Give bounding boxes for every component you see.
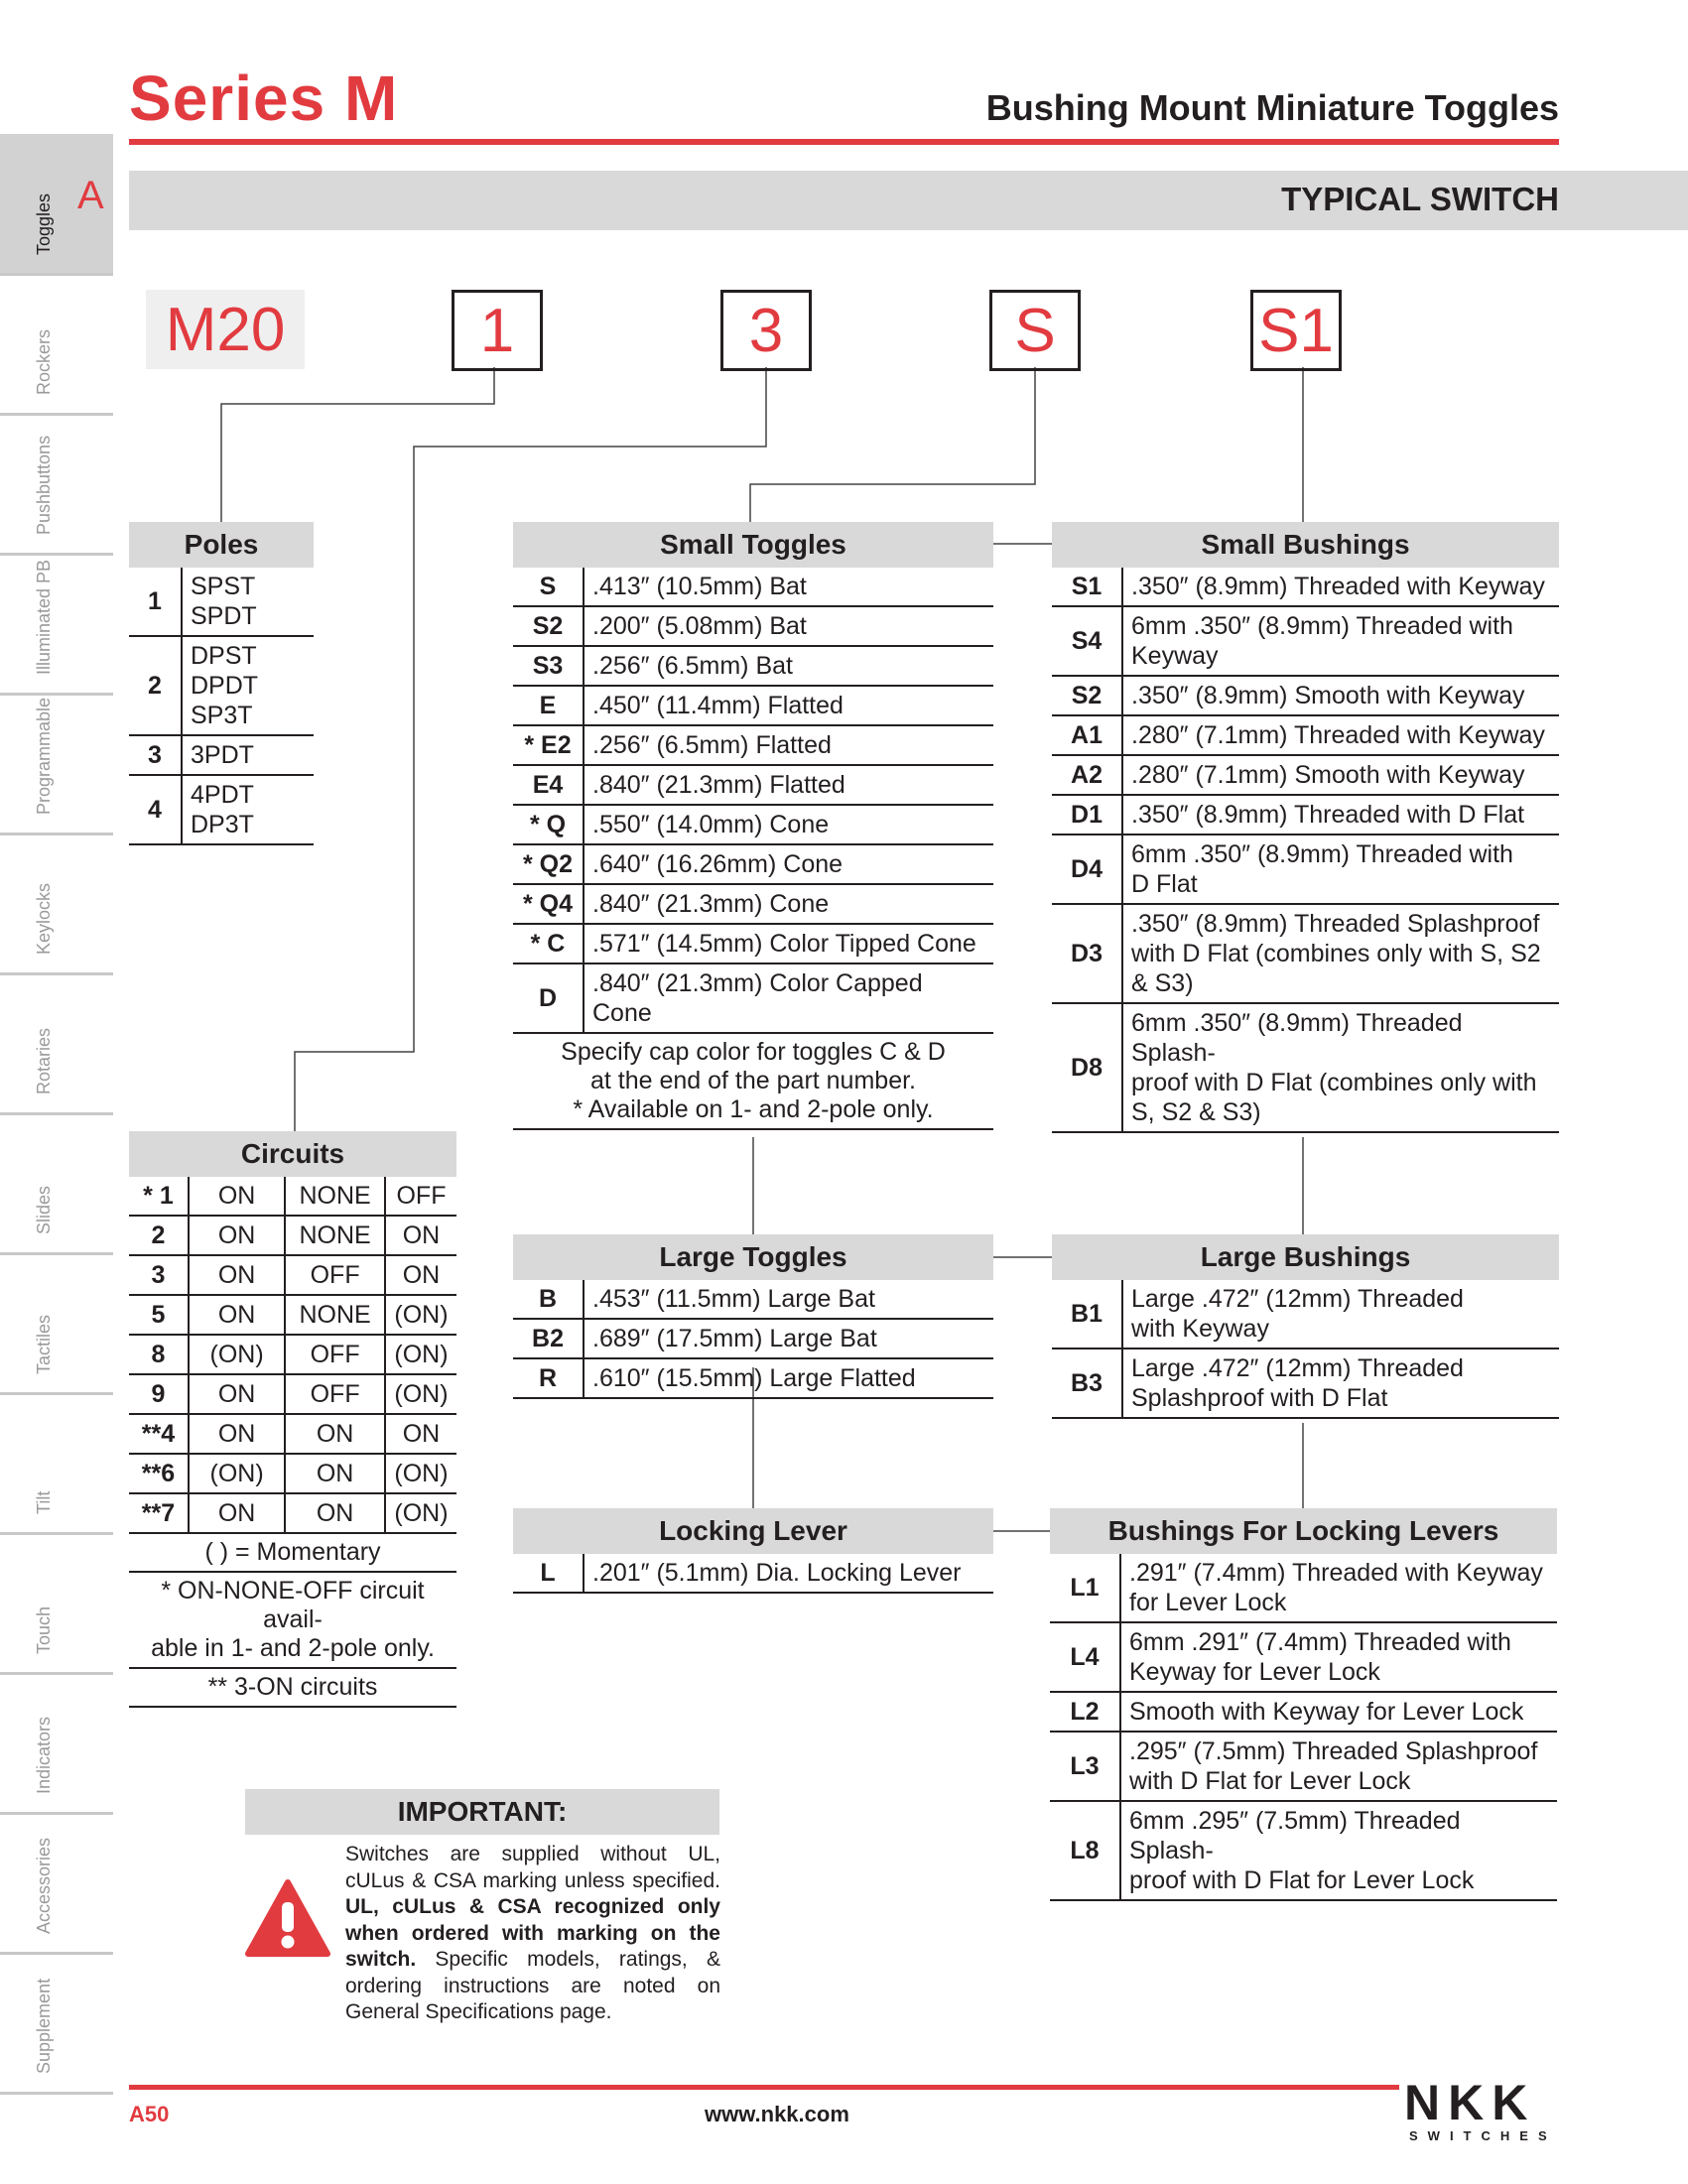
position-a: ON [189, 1177, 285, 1216]
side-tab-label: Tactiles [34, 1314, 54, 1374]
table-row [1050, 1554, 1557, 1622]
row-description: .256″ (6.5mm) Flatted [584, 725, 993, 765]
small-toggles-table [513, 522, 993, 1130]
table-row [513, 606, 993, 646]
row-description: SPST SPDT [182, 568, 314, 636]
side-tab-label: Slides [34, 1185, 54, 1234]
side-tab-label: Supplement [34, 1978, 54, 2074]
row-code: B [513, 1280, 584, 1319]
table-row [513, 1319, 993, 1358]
row-description: .350″ (8.9mm) Threaded with Keyway [1122, 568, 1559, 606]
position-c: (ON) [385, 1295, 456, 1335]
row-code: D3 [1052, 904, 1122, 1003]
row-description: 6mm .350″ (8.9mm) Threaded with Keyway [1122, 606, 1559, 676]
circuit-code: 2 [129, 1216, 189, 1255]
side-tab-letter: A [77, 174, 104, 217]
position-c: (ON) [385, 1335, 456, 1374]
row-code: * Q [513, 805, 584, 844]
row-code: 4 [129, 775, 182, 844]
row-code: S3 [513, 646, 584, 686]
table-row [513, 924, 993, 964]
table-note: Specify cap color for toggles C & D at the end of the part number. * Available on 1- and 2-pole only. [513, 1033, 993, 1129]
table-note-row [129, 1533, 456, 1572]
side-tab-label: Indicators [34, 1716, 54, 1794]
position-a: ON [189, 1414, 285, 1454]
row-code: B1 [1052, 1280, 1122, 1349]
row-code: D [513, 964, 584, 1033]
table-row [129, 1454, 456, 1493]
position-b: NONE [285, 1216, 385, 1255]
position-c: ON [385, 1255, 456, 1295]
row-description: .256″ (6.5mm) Bat [584, 646, 993, 686]
table-row [129, 1374, 456, 1414]
small-toggles-title: Small Toggles [513, 522, 993, 568]
row-description: .350″ (8.9mm) Smooth with Keyway [1122, 676, 1559, 715]
row-description: .840″ (21.3mm) Cone [584, 884, 993, 924]
table-row [1052, 715, 1559, 755]
table-row [1050, 1801, 1557, 1900]
large-toggles-table [513, 1234, 993, 1399]
table-row [513, 844, 993, 884]
table-row [1052, 676, 1559, 715]
row-code: L8 [1050, 1801, 1120, 1900]
row-description: .413″ (10.5mm) Bat [584, 568, 993, 606]
row-code: S4 [1052, 606, 1122, 676]
position-a: (ON) [189, 1454, 285, 1493]
position-c: OFF [385, 1177, 456, 1216]
row-code: L [513, 1554, 584, 1593]
nkk-logo-subtitle: SWITCHES [1409, 2128, 1557, 2143]
large-toggles-title: Large Toggles [513, 1234, 993, 1280]
row-code: S2 [1052, 676, 1122, 715]
table-note-row [513, 1033, 993, 1129]
row-description: DPST DPDT SP3T [182, 636, 314, 735]
position-b: OFF [285, 1255, 385, 1295]
side-tab-label: Programmable [34, 697, 54, 815]
table-row [129, 568, 314, 636]
poles-table [129, 522, 314, 845]
poles-title: Poles [129, 522, 314, 568]
row-code: D1 [1052, 795, 1122, 835]
table-row [513, 964, 993, 1033]
table-row [129, 1493, 456, 1533]
row-description: .840″ (21.3mm) Flatted [584, 765, 993, 805]
nkk-logo: NKK [1404, 2075, 1536, 2130]
position-c: ON [385, 1216, 456, 1255]
important-text-2: UL, cULus & CSA recognized only when ordered with marking on the switch. [345, 1895, 720, 1971]
table-row [1052, 1349, 1559, 1418]
table-row [1052, 606, 1559, 676]
circuit-note: * ON-NONE-OFF circuit avail- able in 1- and 2-pole only. [129, 1572, 456, 1668]
row-code: D4 [1052, 835, 1122, 904]
row-description: .291″ (7.4mm) Threaded with Keyway for Lever Lock [1120, 1554, 1557, 1622]
position-c: (ON) [385, 1374, 456, 1414]
position-b: OFF [285, 1374, 385, 1414]
website-link[interactable]: www.nkk.com [705, 2102, 849, 2126]
small-bushings-table [1052, 522, 1559, 1133]
row-code: L4 [1050, 1622, 1120, 1692]
row-description: 6mm .291″ (7.4mm) Threaded with Keyway for Lever Lock [1120, 1622, 1557, 1692]
table-row [513, 1280, 993, 1319]
table-row [513, 765, 993, 805]
row-code: D8 [1052, 1003, 1122, 1132]
row-code: E4 [513, 765, 584, 805]
large-bushings-table [1052, 1234, 1559, 1419]
part-poles-box: 1 [452, 290, 543, 371]
important-title: IMPORTANT: [245, 1789, 719, 1835]
row-description: .201″ (5.1mm) Dia. Locking Lever [584, 1554, 993, 1593]
table-row [1052, 835, 1559, 904]
important-text-1: Switches are supplied without UL, cULus & CSA marking unless specified. [345, 1843, 720, 1892]
locking-bushings-table [1050, 1508, 1557, 1901]
position-a: (ON) [189, 1335, 285, 1374]
part-prefix: M20 [146, 290, 305, 369]
row-description: .450″ (11.4mm) Flatted [584, 686, 993, 725]
position-c: (ON) [385, 1493, 456, 1533]
part-toggle-box: S [989, 290, 1081, 371]
table-row [513, 568, 993, 606]
row-description: Large .472″ (12mm) Threaded Splashproof with D Flat [1122, 1349, 1559, 1418]
position-a: ON [189, 1374, 285, 1414]
circuit-code: * 1 [129, 1177, 189, 1216]
row-description: .689″ (17.5mm) Large Bat [584, 1319, 993, 1358]
locking-lever-table [513, 1508, 993, 1594]
side-tab-label: Keylocks [34, 882, 54, 955]
row-description: .840″ (21.3mm) Color Capped Cone [584, 964, 993, 1033]
table-row [129, 1414, 456, 1454]
table-row [513, 1554, 993, 1593]
locking-lever-title: Locking Lever [513, 1508, 993, 1554]
row-code: A2 [1052, 755, 1122, 795]
table-row [129, 1255, 456, 1295]
row-code: E [513, 686, 584, 725]
table-row [1052, 568, 1559, 606]
table-row [129, 735, 314, 775]
circuit-code: 8 [129, 1335, 189, 1374]
row-description: .610″ (15.5mm) Large Flatted [584, 1358, 993, 1398]
row-code: * Q2 [513, 844, 584, 884]
row-code: A1 [1052, 715, 1122, 755]
row-description: .280″ (7.1mm) Smooth with Keyway [1122, 755, 1559, 795]
row-description: .200″ (5.08mm) Bat [584, 606, 993, 646]
position-b: ON [285, 1493, 385, 1533]
row-description: .295″ (7.5mm) Threaded Splashproof with D Flat for Lever Lock [1120, 1732, 1557, 1801]
position-b: OFF [285, 1335, 385, 1374]
position-a: ON [189, 1493, 285, 1533]
row-code: B3 [1052, 1349, 1122, 1418]
position-a: ON [189, 1255, 285, 1295]
row-code: * C [513, 924, 584, 964]
table-note-row [129, 1572, 456, 1668]
row-code: * Q4 [513, 884, 584, 924]
side-tab-label: Toggles [34, 193, 54, 255]
side-tab-label: Touch [34, 1606, 54, 1654]
circuit-note: ( ) = Momentary [129, 1533, 456, 1572]
position-b: ON [285, 1414, 385, 1454]
position-a: ON [189, 1216, 285, 1255]
warning-icon [245, 1878, 330, 1958]
table-row [1052, 1003, 1559, 1132]
row-description: .350″ (8.9mm) Threaded with D Flat [1122, 795, 1559, 835]
row-code: 1 [129, 568, 182, 636]
side-tab-label: Accessories [34, 1837, 54, 1934]
table-row [513, 1358, 993, 1398]
locking-bushings-title: Bushings For Locking Levers [1050, 1508, 1557, 1554]
row-description: 6mm .350″ (8.9mm) Threaded with D Flat [1122, 835, 1559, 904]
page-number: A50 [129, 2102, 170, 2126]
table-row [513, 805, 993, 844]
part-circuit-box: 3 [720, 290, 812, 371]
series-title: Series M [129, 63, 399, 134]
table-row [1050, 1622, 1557, 1692]
row-code: L3 [1050, 1732, 1120, 1801]
position-b: NONE [285, 1177, 385, 1216]
section-title: TYPICAL SWITCH [1281, 181, 1559, 217]
row-code: L2 [1050, 1692, 1120, 1732]
circuit-code: **6 [129, 1454, 189, 1493]
row-description: .550″ (14.0mm) Cone [584, 805, 993, 844]
row-description: 6mm .295″ (7.5mm) Threaded Splash- proof with D Flat for Lever Lock [1120, 1801, 1557, 1900]
side-tab-label: Tilt [34, 1490, 54, 1514]
row-code: S2 [513, 606, 584, 646]
row-description: 3PDT [182, 735, 314, 775]
table-row [513, 884, 993, 924]
row-description: Large .472″ (12mm) Threaded with Keyway [1122, 1280, 1559, 1349]
table-row [1052, 795, 1559, 835]
table-row [129, 1335, 456, 1374]
table-row [1052, 755, 1559, 795]
side-tab-label: Pushbuttons [34, 435, 54, 535]
circuits-title: Circuits [129, 1131, 456, 1177]
table-row [513, 646, 993, 686]
row-code: S1 [1052, 568, 1122, 606]
circuit-code: **7 [129, 1493, 189, 1533]
side-tab-label: Rockers [34, 328, 54, 395]
small-bushings-title: Small Bushings [1052, 522, 1559, 568]
circuit-note: ** 3-ON circuits [129, 1668, 456, 1707]
footer-divider [129, 2085, 1399, 2090]
circuits-table [129, 1131, 456, 1708]
row-code: S [513, 568, 584, 606]
row-description: 4PDT DP3T [182, 775, 314, 844]
side-tab-label: Illuminated PB [34, 559, 54, 675]
row-code: * E2 [513, 725, 584, 765]
position-a: ON [189, 1295, 285, 1335]
table-row [129, 636, 314, 735]
circuit-code: 3 [129, 1255, 189, 1295]
position-c: ON [385, 1414, 456, 1454]
row-code: R [513, 1358, 584, 1398]
row-code: L1 [1050, 1554, 1120, 1622]
page-subtitle: Bushing Mount Miniature Toggles [985, 87, 1559, 128]
table-row [1052, 1280, 1559, 1349]
circuit-code: **4 [129, 1414, 189, 1454]
row-description: .571″ (14.5mm) Color Tipped Cone [584, 924, 993, 964]
position-b: ON [285, 1454, 385, 1493]
row-description: Smooth with Keyway for Lever Lock [1120, 1692, 1557, 1732]
row-description: .350″ (8.9mm) Threaded Splashproof with D Flat (combines only with S, S2 & S3) [1122, 904, 1559, 1003]
row-description: .280″ (7.1mm) Threaded with Keyway [1122, 715, 1559, 755]
circuit-code: 9 [129, 1374, 189, 1414]
row-description: .640″ (16.26mm) Cone [584, 844, 993, 884]
row-code: B2 [513, 1319, 584, 1358]
table-row [1052, 904, 1559, 1003]
row-code: 3 [129, 735, 182, 775]
table-row [513, 725, 993, 765]
table-row [129, 1295, 456, 1335]
table-row [1050, 1692, 1557, 1732]
large-bushings-title: Large Bushings [1052, 1234, 1559, 1280]
row-description: 6mm .350″ (8.9mm) Threaded Splash- proof with D Flat (combines only with S, S2 & S3) [1122, 1003, 1559, 1132]
side-tab-label: Rotaries [34, 1027, 54, 1094]
position-c: (ON) [385, 1454, 456, 1493]
part-bushing-box: S1 [1250, 290, 1342, 371]
table-row [129, 1216, 456, 1255]
row-code: 2 [129, 636, 182, 735]
circuit-code: 5 [129, 1295, 189, 1335]
table-row [129, 1177, 456, 1216]
important-text-3: Specific models, ratings, & ordering instructions are noted on General Specifications page. [345, 1948, 720, 2023]
table-row [513, 686, 993, 725]
row-description: .453″ (11.5mm) Large Bat [584, 1280, 993, 1319]
position-b: NONE [285, 1295, 385, 1335]
table-row [1050, 1732, 1557, 1801]
table-row [129, 775, 314, 844]
table-note-row [129, 1668, 456, 1707]
important-text [345, 1842, 720, 2026]
